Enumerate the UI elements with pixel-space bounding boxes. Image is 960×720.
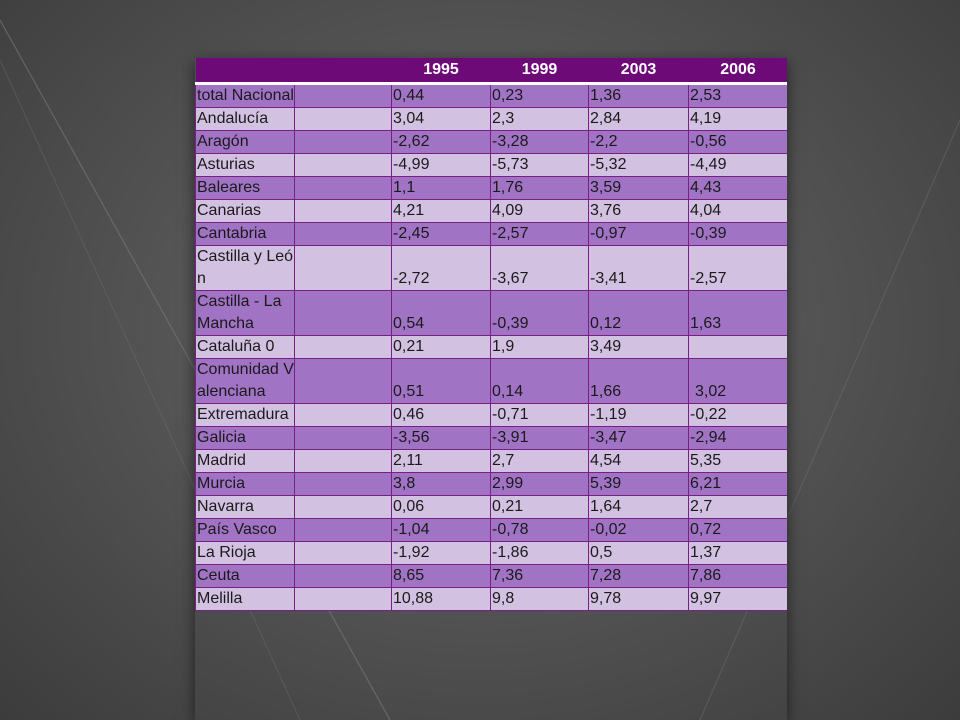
table-row <box>196 496 788 519</box>
value-cell <box>295 154 392 177</box>
value-cell: -5,73 <box>491 154 589 177</box>
region-cell: Canarias <box>196 200 295 223</box>
header-cell-1995: 1995 <box>392 58 491 84</box>
value-cell: -1,19 <box>589 404 689 427</box>
header-cell-1999: 1999 <box>491 58 589 84</box>
table-row <box>196 84 788 108</box>
value-cell: 1,66 <box>589 359 689 404</box>
table-row <box>196 588 788 611</box>
value-cell <box>295 473 392 496</box>
value-cell: 4,19 <box>689 108 788 131</box>
region-cell: Extremadura <box>196 404 295 427</box>
value-cell: 6,21 <box>689 473 788 496</box>
table-body <box>196 84 788 611</box>
table-row <box>196 404 788 427</box>
value-cell: 1,36 <box>589 84 689 108</box>
region-cell: Cataluña 0 <box>196 336 295 359</box>
table-row <box>196 542 788 565</box>
value-cell: 2,7 <box>689 496 788 519</box>
value-cell: 1,64 <box>589 496 689 519</box>
value-cell: -5,32 <box>589 154 689 177</box>
table-row <box>196 131 788 154</box>
value-cell <box>295 246 392 291</box>
value-cell: 0,21 <box>392 336 491 359</box>
value-cell: 9,8 <box>491 588 589 611</box>
value-cell: -3,56 <box>392 427 491 450</box>
value-cell <box>295 427 392 450</box>
value-cell: 2,3 <box>491 108 589 131</box>
header-cell-blank <box>295 58 392 84</box>
value-cell: 0,54 <box>392 291 491 336</box>
table-header-row <box>196 58 788 84</box>
value-cell: 7,86 <box>689 565 788 588</box>
table-row <box>196 154 788 177</box>
value-cell: 1,1 <box>392 177 491 200</box>
table-row <box>196 565 788 588</box>
table-row <box>196 473 788 496</box>
value-cell: -3,67 <box>491 246 589 291</box>
value-cell: 2,53 <box>689 84 788 108</box>
value-cell: 9,97 <box>689 588 788 611</box>
header-cell-region <box>196 58 295 84</box>
value-cell: -2,57 <box>689 246 788 291</box>
region-cell: Castilla y León <box>196 246 295 291</box>
value-cell: -0,56 <box>689 131 788 154</box>
value-cell <box>295 177 392 200</box>
value-cell: -4,49 <box>689 154 788 177</box>
value-cell <box>295 519 392 542</box>
region-cell: total Nacional <box>196 84 295 108</box>
value-cell: 4,04 <box>689 200 788 223</box>
value-cell: -0,78 <box>491 519 589 542</box>
value-cell: 3,59 <box>589 177 689 200</box>
table-row <box>196 427 788 450</box>
value-cell: 0,46 <box>392 404 491 427</box>
value-cell <box>295 131 392 154</box>
value-cell <box>295 223 392 246</box>
table-row <box>196 519 788 542</box>
value-cell: 2,11 <box>392 450 491 473</box>
value-cell: 3,02 <box>689 359 788 404</box>
value-cell: -0,71 <box>491 404 589 427</box>
value-cell <box>295 200 392 223</box>
value-cell: 7,28 <box>589 565 689 588</box>
value-cell: -0,39 <box>491 291 589 336</box>
value-cell: -2,72 <box>392 246 491 291</box>
region-cell: Andalucía <box>196 108 295 131</box>
value-cell: -2,57 <box>491 223 589 246</box>
value-cell: 0,5 <box>589 542 689 565</box>
value-cell: -3,41 <box>589 246 689 291</box>
table-row <box>196 291 788 336</box>
data-table <box>195 58 787 611</box>
region-cell: Madrid <box>196 450 295 473</box>
value-cell: 0,14 <box>491 359 589 404</box>
value-cell: -3,47 <box>589 427 689 450</box>
value-cell: 1,9 <box>491 336 589 359</box>
value-cell: 3,76 <box>589 200 689 223</box>
value-cell: 1,63 <box>689 291 788 336</box>
value-cell: 9,78 <box>589 588 689 611</box>
table-row <box>196 200 788 223</box>
table-row <box>196 336 788 359</box>
value-cell: -1,86 <box>491 542 589 565</box>
region-cell: Murcia <box>196 473 295 496</box>
value-cell: -3,28 <box>491 131 589 154</box>
value-cell: 1,76 <box>491 177 589 200</box>
value-cell: -2,2 <box>589 131 689 154</box>
value-cell: 3,04 <box>392 108 491 131</box>
table-row <box>196 223 788 246</box>
value-cell: 0,72 <box>689 519 788 542</box>
header-cell-2003: 2003 <box>589 58 689 84</box>
value-cell: 1,37 <box>689 542 788 565</box>
value-cell: 10,88 <box>392 588 491 611</box>
value-cell: -3,91 <box>491 427 589 450</box>
region-cell: Cantabria <box>196 223 295 246</box>
value-cell <box>295 336 392 359</box>
value-cell: 4,43 <box>689 177 788 200</box>
value-cell: 2,7 <box>491 450 589 473</box>
value-cell: -0,22 <box>689 404 788 427</box>
header-cell-2006: 2006 <box>689 58 788 84</box>
value-cell: -0,02 <box>589 519 689 542</box>
value-cell: 4,09 <box>491 200 589 223</box>
table-row <box>196 177 788 200</box>
value-cell <box>295 359 392 404</box>
value-cell <box>295 496 392 519</box>
value-cell: 2,84 <box>589 108 689 131</box>
value-cell: -2,45 <box>392 223 491 246</box>
value-cell: -0,39 <box>689 223 788 246</box>
value-cell <box>295 84 392 108</box>
value-cell <box>295 542 392 565</box>
value-cell: -1,92 <box>392 542 491 565</box>
data-table-container <box>195 58 787 720</box>
table-row <box>196 108 788 131</box>
value-cell: 4,54 <box>589 450 689 473</box>
value-cell <box>689 336 788 359</box>
value-cell: 7,36 <box>491 565 589 588</box>
region-cell: Ceuta <box>196 565 295 588</box>
value-cell: 4,21 <box>392 200 491 223</box>
value-cell: 3,49 <box>589 336 689 359</box>
value-cell <box>295 404 392 427</box>
region-cell: Navarra <box>196 496 295 519</box>
value-cell <box>295 291 392 336</box>
region-cell: Castilla - La Mancha <box>196 291 295 336</box>
value-cell: -0,97 <box>589 223 689 246</box>
value-cell: -2,94 <box>689 427 788 450</box>
value-cell: 0,23 <box>491 84 589 108</box>
value-cell <box>295 450 392 473</box>
region-cell: Melilla <box>196 588 295 611</box>
value-cell <box>295 565 392 588</box>
value-cell: -2,62 <box>392 131 491 154</box>
value-cell <box>295 108 392 131</box>
table-row <box>196 450 788 473</box>
value-cell: -4,99 <box>392 154 491 177</box>
value-cell <box>295 588 392 611</box>
region-cell: Galicia <box>196 427 295 450</box>
table-row <box>196 359 788 404</box>
region-cell: Baleares <box>196 177 295 200</box>
value-cell: 8,65 <box>392 565 491 588</box>
value-cell: -1,04 <box>392 519 491 542</box>
value-cell: 2,99 <box>491 473 589 496</box>
value-cell: 5,39 <box>589 473 689 496</box>
region-cell: País Vasco <box>196 519 295 542</box>
value-cell: 5,35 <box>689 450 788 473</box>
value-cell: 0,12 <box>589 291 689 336</box>
value-cell: 0,06 <box>392 496 491 519</box>
table-row <box>196 246 788 291</box>
region-cell: La Rioja <box>196 542 295 565</box>
region-cell: Asturias <box>196 154 295 177</box>
value-cell: 0,51 <box>392 359 491 404</box>
value-cell: 3,8 <box>392 473 491 496</box>
region-cell: Comunidad Valenciana <box>196 359 295 404</box>
region-cell: Aragón <box>196 131 295 154</box>
value-cell: 0,44 <box>392 84 491 108</box>
value-cell: 0,21 <box>491 496 589 519</box>
